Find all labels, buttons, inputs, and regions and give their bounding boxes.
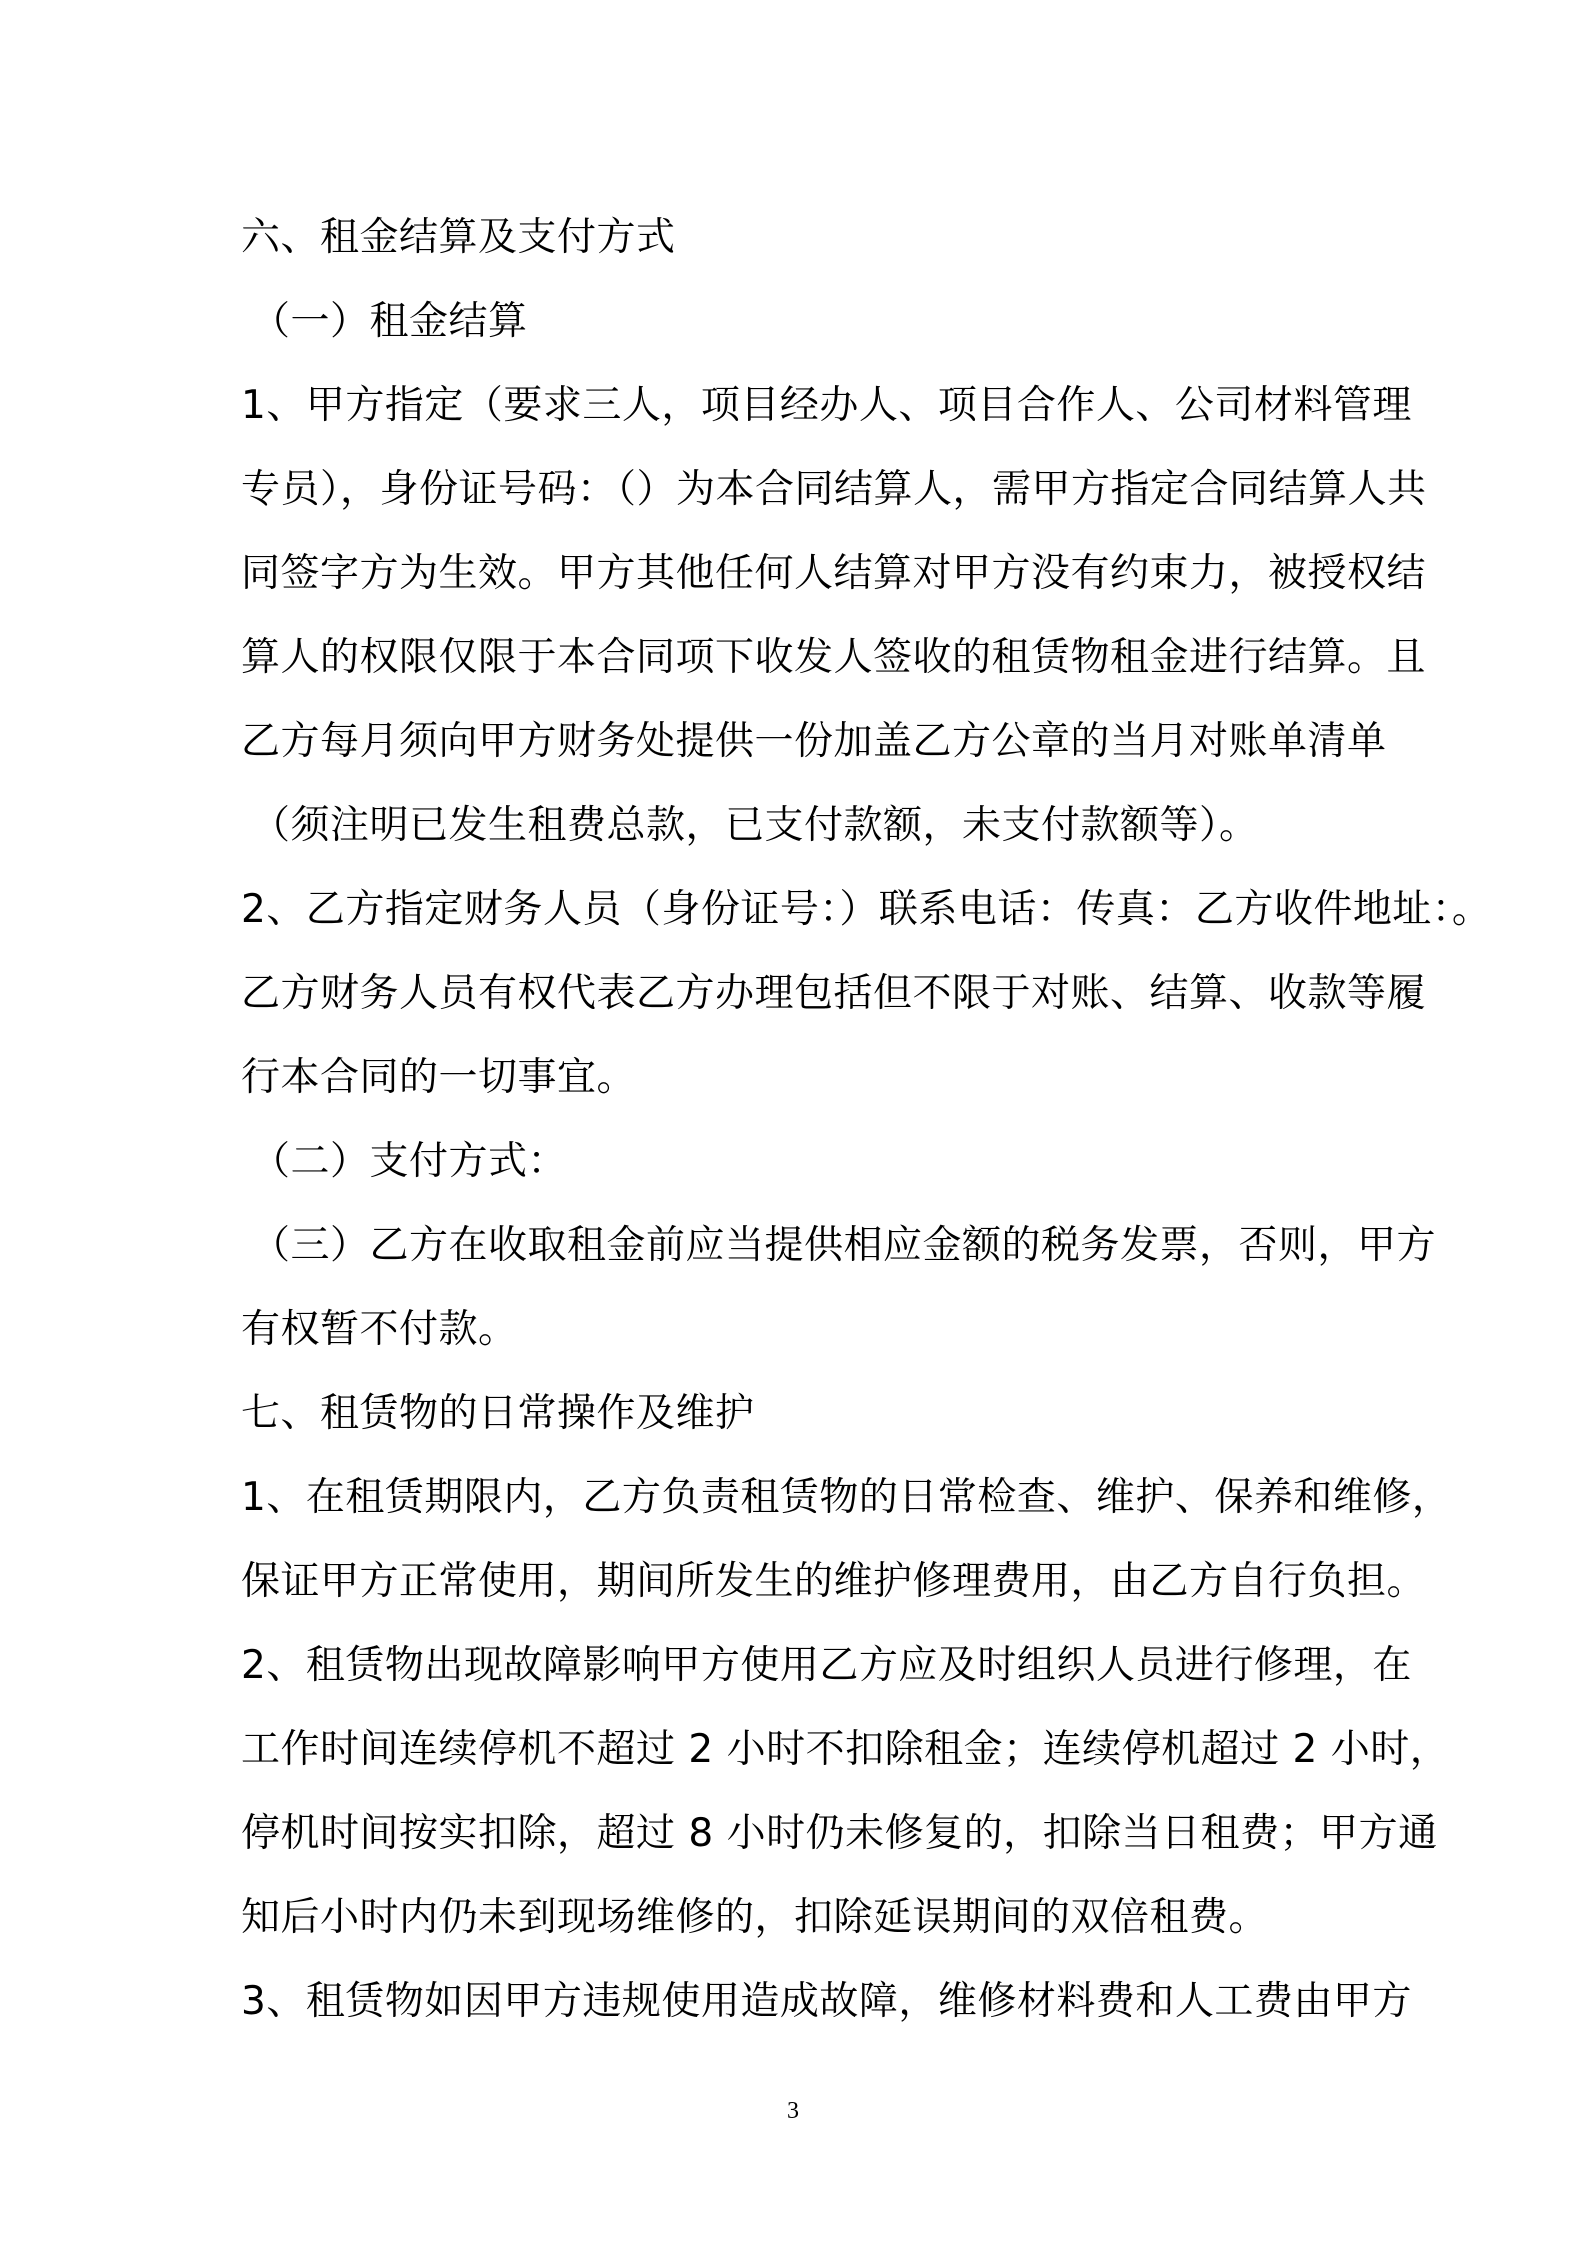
paragraph-line: （须注明已发生租费总款，已支付款额，未支付款额等）。 [251, 803, 1259, 848]
paragraph-line: 1、甲方指定（要求三人，项目经办人、项目合作人、公司材料管理 [241, 383, 1412, 428]
paragraph-line: 算人的权限仅限于本合同项下收发人签收的租赁物租金进行结算。且 [241, 635, 1427, 680]
paragraph-line: 1、在租赁期限内，乙方负责租赁物的日常检查、维护、保养和维修， [241, 1475, 1452, 1520]
paragraph-line: 知后小时内仍未到现场维修的，扣除延误期间的双倍租费。 [241, 1895, 1269, 1940]
section-heading-7: 七、租赁物的日常操作及维护 [241, 1391, 755, 1436]
subsection-heading-3: （三）乙方在收取租金前应当提供相应金额的税务发票，否则，甲方 [251, 1223, 1437, 1268]
paragraph-line: 有权暂不付款。 [241, 1307, 518, 1352]
paragraph-line: 3、租赁物如因甲方违规使用造成故障，维修材料费和人工费由甲方 [241, 1979, 1412, 2024]
subsection-heading-2: （二）支付方式： [251, 1139, 568, 1184]
document-body [241, 196, 1492, 2044]
page-number: 3 [787, 2098, 799, 2124]
paragraph-line: 同签字方为生效。甲方其他任何人结算对甲方没有约束力，被授权结 [241, 551, 1427, 596]
subsection-heading-1: （一）租金结算 [251, 299, 528, 344]
paragraph-line: 停机时间按实扣除，超过 8 小时仍未修复的，扣除当日租费；甲方通 [241, 1811, 1438, 1856]
paragraph-line: 乙方每月须向甲方财务处提供一份加盖乙方公章的当月对账单清单 [241, 719, 1387, 764]
paragraph-line: 2、乙方指定财务人员（身份证号：）联系电话：传真：乙方收件地址：。 [241, 887, 1492, 932]
paragraph-line: 乙方财务人员有权代表乙方办理包括但不限于对账、结算、收款等履 [241, 971, 1427, 1016]
paragraph-line: 2、租赁物出现故障影响甲方使用乙方应及时组织人员进行修理，在 [241, 1643, 1412, 1688]
paragraph-line: 专员），身份证号码：（）为本合同结算人，需甲方指定合同结算人共 [241, 467, 1427, 512]
paragraph-line: 行本合同的一切事宜。 [241, 1055, 637, 1100]
section-heading-6: 六、租金结算及支付方式 [241, 215, 676, 260]
paragraph-line: 保证甲方正常使用，期间所发生的维护修理费用，由乙方自行负担。 [241, 1559, 1427, 1604]
paragraph-line: 工作时间连续停机不超过 2 小时不扣除租金；连续停机超过 2 小时， [241, 1727, 1450, 1772]
